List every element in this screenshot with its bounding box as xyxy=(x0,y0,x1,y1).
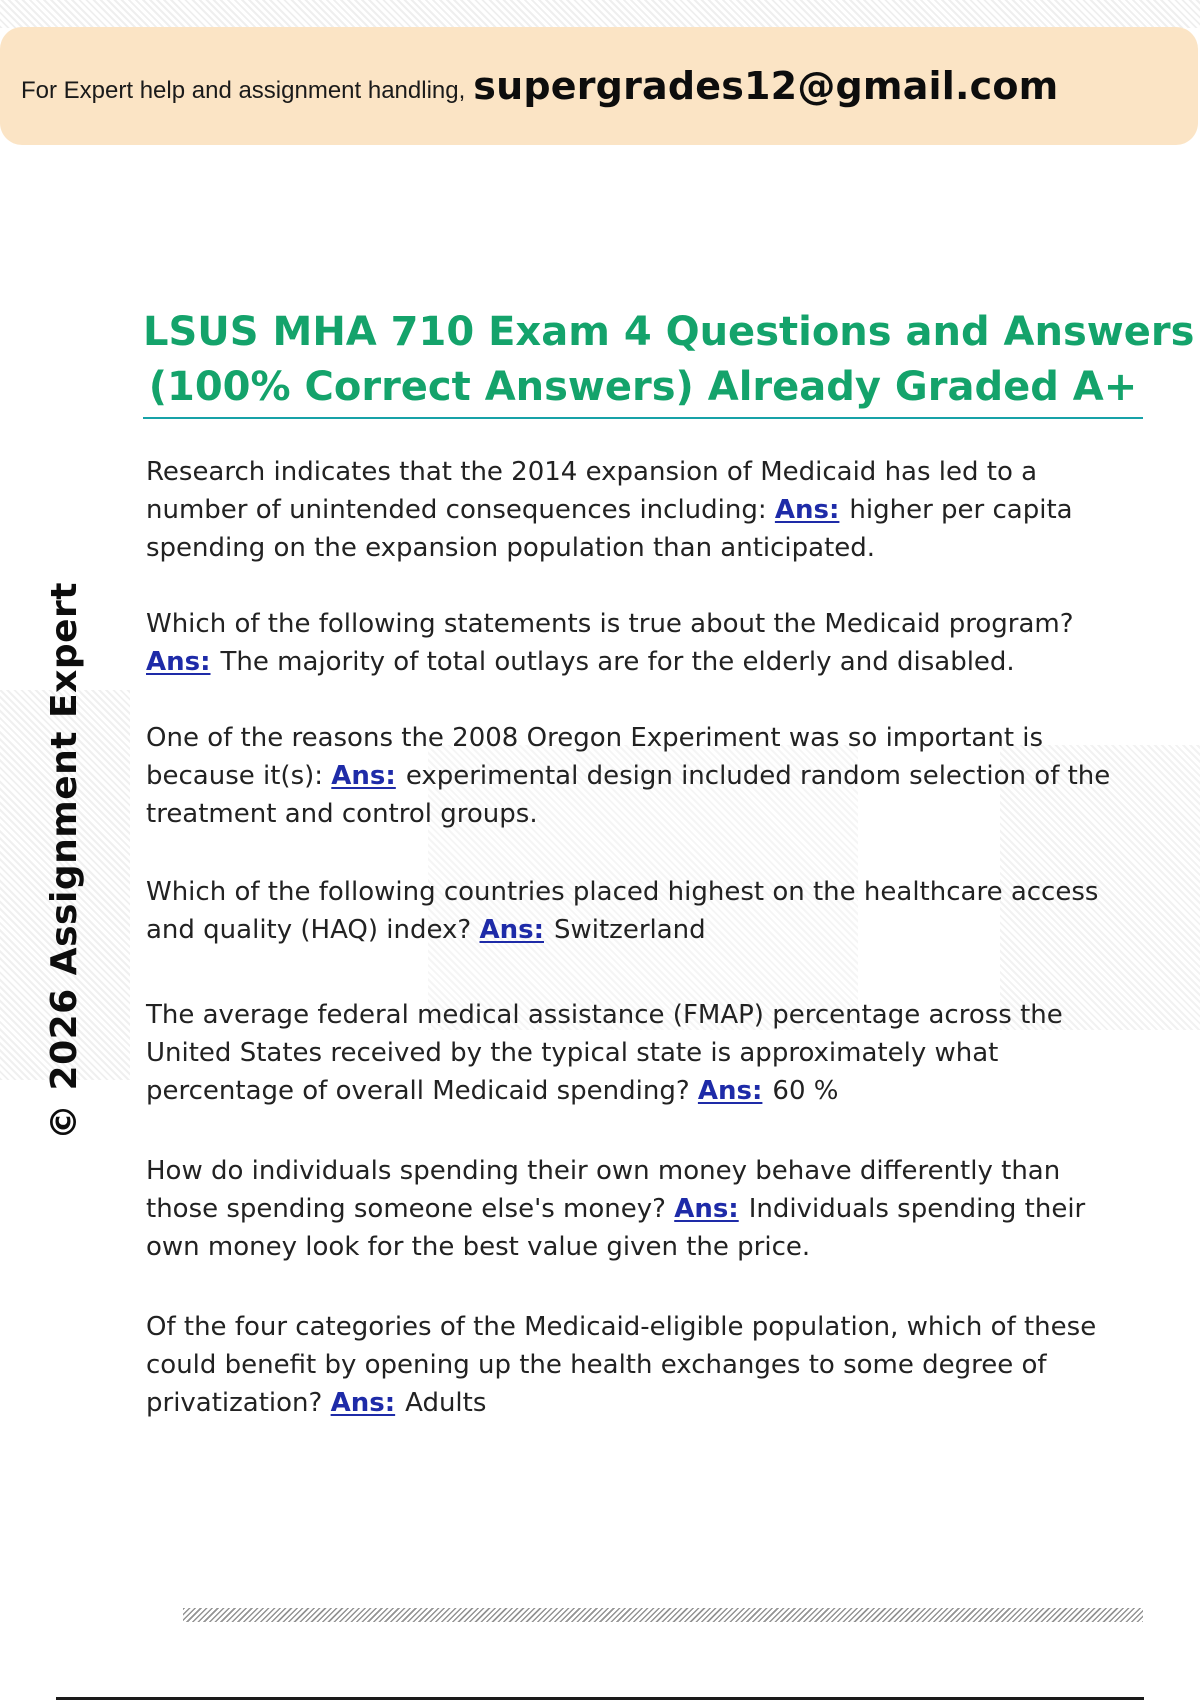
copyright-watermark: © 2026 Assignment Expert xyxy=(44,582,85,1140)
answer-text: Individuals spending their own money look for the best value given the price. xyxy=(146,1194,1086,1262)
qa-item xyxy=(146,873,1136,949)
answer-label: Ans: xyxy=(331,761,396,791)
answer-label: Ans: xyxy=(330,1388,396,1418)
qa-item xyxy=(146,453,1136,567)
question-text: Research indicates that the 2014 expansion of Medicaid has led to a number of unintended consequences including: xyxy=(146,457,1038,525)
contact-email[interactable]: supergrades12@gmail.com xyxy=(473,64,1059,108)
banner-text: For Expert help and assignment handling, xyxy=(21,76,466,104)
answer-label: Ans: xyxy=(697,1076,763,1106)
answer-text: The majority of total outlays are for the elderly and disabled. xyxy=(220,647,1015,677)
answer-label: Ans: xyxy=(146,647,211,677)
document-title xyxy=(143,305,1195,419)
answer-text: Adults xyxy=(405,1388,487,1418)
title-line-1: LSUS MHA 710 Exam 4 Questions and Answers xyxy=(143,309,1195,355)
question-text: How do individuals spending their own money behave differently than those spending someone else's money? xyxy=(146,1156,1061,1224)
qa-item xyxy=(146,996,1136,1110)
qa-item xyxy=(146,605,1136,681)
qa-item xyxy=(146,719,1136,833)
question-text: Which of the following countries placed highest on the healthcare access and quality (HAQ) index? xyxy=(146,877,1099,945)
answer-text: 60 % xyxy=(772,1076,839,1106)
answer-label: Ans: xyxy=(774,495,840,525)
answer-text: experimental design included random selection of the treatment and control groups. xyxy=(146,761,1111,829)
question-text: One of the reasons the 2008 Oregon Experiment was so important is because it(s): xyxy=(146,723,1044,791)
contact-banner xyxy=(0,27,1198,145)
answer-text: higher per capita spending on the expansion population than anticipated. xyxy=(146,495,1073,563)
decorative-divider xyxy=(183,1608,1143,1622)
title-line-2: (100% Correct Answers) Already Graded A+ xyxy=(148,364,1138,410)
qa-item xyxy=(146,1308,1136,1422)
answer-label: Ans: xyxy=(674,1194,739,1224)
qa-item xyxy=(146,1152,1136,1266)
answer-text: Switzerland xyxy=(554,915,706,945)
qa-list xyxy=(146,453,1136,1422)
top-texture-strip xyxy=(0,0,1200,28)
answer-label: Ans: xyxy=(479,915,544,945)
question-text: The average federal medical assistance (FMAP) percentage across the United States received by the typical state is approximately what percentage of overall Medicaid spending? xyxy=(146,1000,1063,1106)
question-text: Of the four categories of the Medicaid-eligible population, which of these could benefit by opening up the health exchanges to some degree of privatization? xyxy=(146,1312,1097,1418)
question-text: Which of the following statements is true about the Medicaid program? xyxy=(146,609,1074,639)
